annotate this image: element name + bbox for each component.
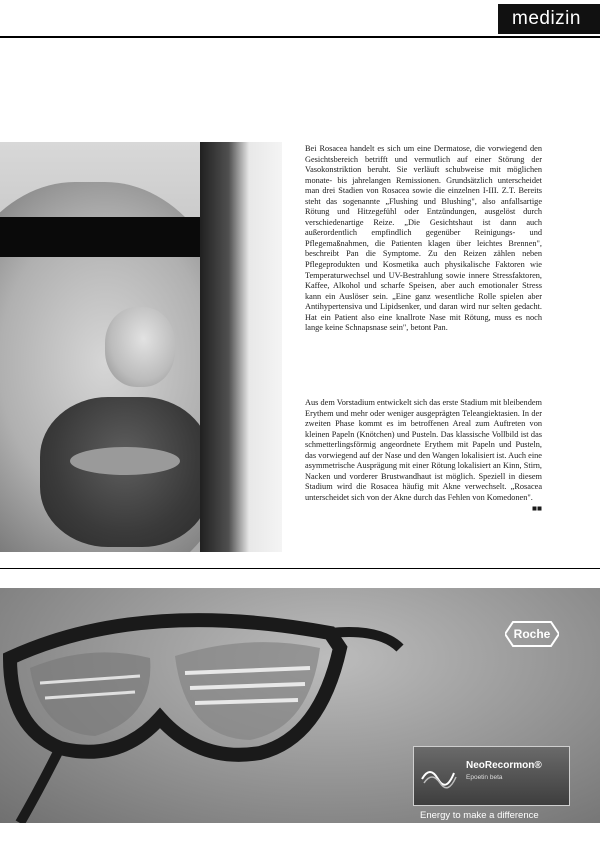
product-name: NeoRecormon®: [466, 760, 542, 771]
lips-shape: [70, 447, 180, 475]
roche-logo-text: Roche: [513, 627, 551, 641]
ad-tagline: Energy to make a difference: [420, 810, 539, 821]
roche-advertisement: [0, 588, 600, 823]
product-box: [413, 746, 570, 806]
bottom-rule: [0, 568, 600, 569]
article-photo: [0, 142, 282, 552]
top-rule: [0, 36, 600, 38]
wave-icon: [420, 761, 460, 791]
end-mark: ■■: [531, 503, 542, 514]
article-paragraph-2: Aus dem Vorstadium entwickelt sich das erste Stadium mit bleibendem Erythem und mehr oder weniger ausgeprägten Teleangiektasien. In der zweiten Phase kommt es im betroffenen Areal zum Auftreten von kleinen Papeln (Knötchen) und Pusteln. Das klassische Vollbild ist das schmetterlingsförmig angeordnete Erythem mit Papeln und Pusteln, das vorwiegend auf der Nase und den Wangen lokalisiert ist. Auch eine asymmetrische Ausprägung mit einer Rötung lokalisiert an Kinn, Stirn, Nacken und vorderer Brustwandhaut ist möglich. Speziell in diesem Stadium wird die Rosacea häufig mit Akne verwechselt. „Rosacea unterscheidet sich von der Akne durch das Fehlen von Komedonen".: [305, 398, 542, 502]
section-tab: medizin: [498, 4, 600, 34]
article-paragraph-2-wrap: [305, 398, 542, 514]
article-paragraph-1: Bei Rosacea handelt es sich um eine Dermatose, die vorwiegend den Gesichtsbereich betrifft und vermutlich auf einer Störung der Vasokonstriktion beruht. Sie verläuft schubweise mit möglichen monate- bis jahrelangen Remissionen. Grundsätzlich unterscheidet man drei Stadien von Rosacea sowie die einzelnen I-III. Z.T. Bereits steht das sogenannte „Flushing und Blushing", also anfallsartige Rötung und Hitzegefühl oder Entzündungen, ausgelöst durch verschiedenartige Reize. „Die Gesichtshaut ist dann auch außerordentlich empfindlich gegenüber Reinigungs- und Pflegemaßnahmen, die Patienten klagen über leichtes Brennen", beschreibt Pan die Symptome. Zu den Reizen zählen neben Pflegeprodukten und Kosmetika auch physikalische Faktoren wie Temperaturwechsel und UV-Bestrahlung sowie innere Stressfaktoren, Kaffee, Alkohol und scharfe Speisen, aber auch emotionaler Stress kann ein Auslöser sein. „Eine ganz wesentliche Rolle spielen aber Antihypertensiva und Lipidsenker, und daran wird nur selten gedacht. Hat ein Patient also eine knallrote Nase mit Rötung, muss es noch lange keine Schnapsnase sein", betont Pan.: [305, 144, 542, 333]
product-subtitle: Epoetin beta: [466, 774, 503, 781]
frame-edge: [200, 142, 282, 552]
nose-shape: [105, 307, 175, 387]
